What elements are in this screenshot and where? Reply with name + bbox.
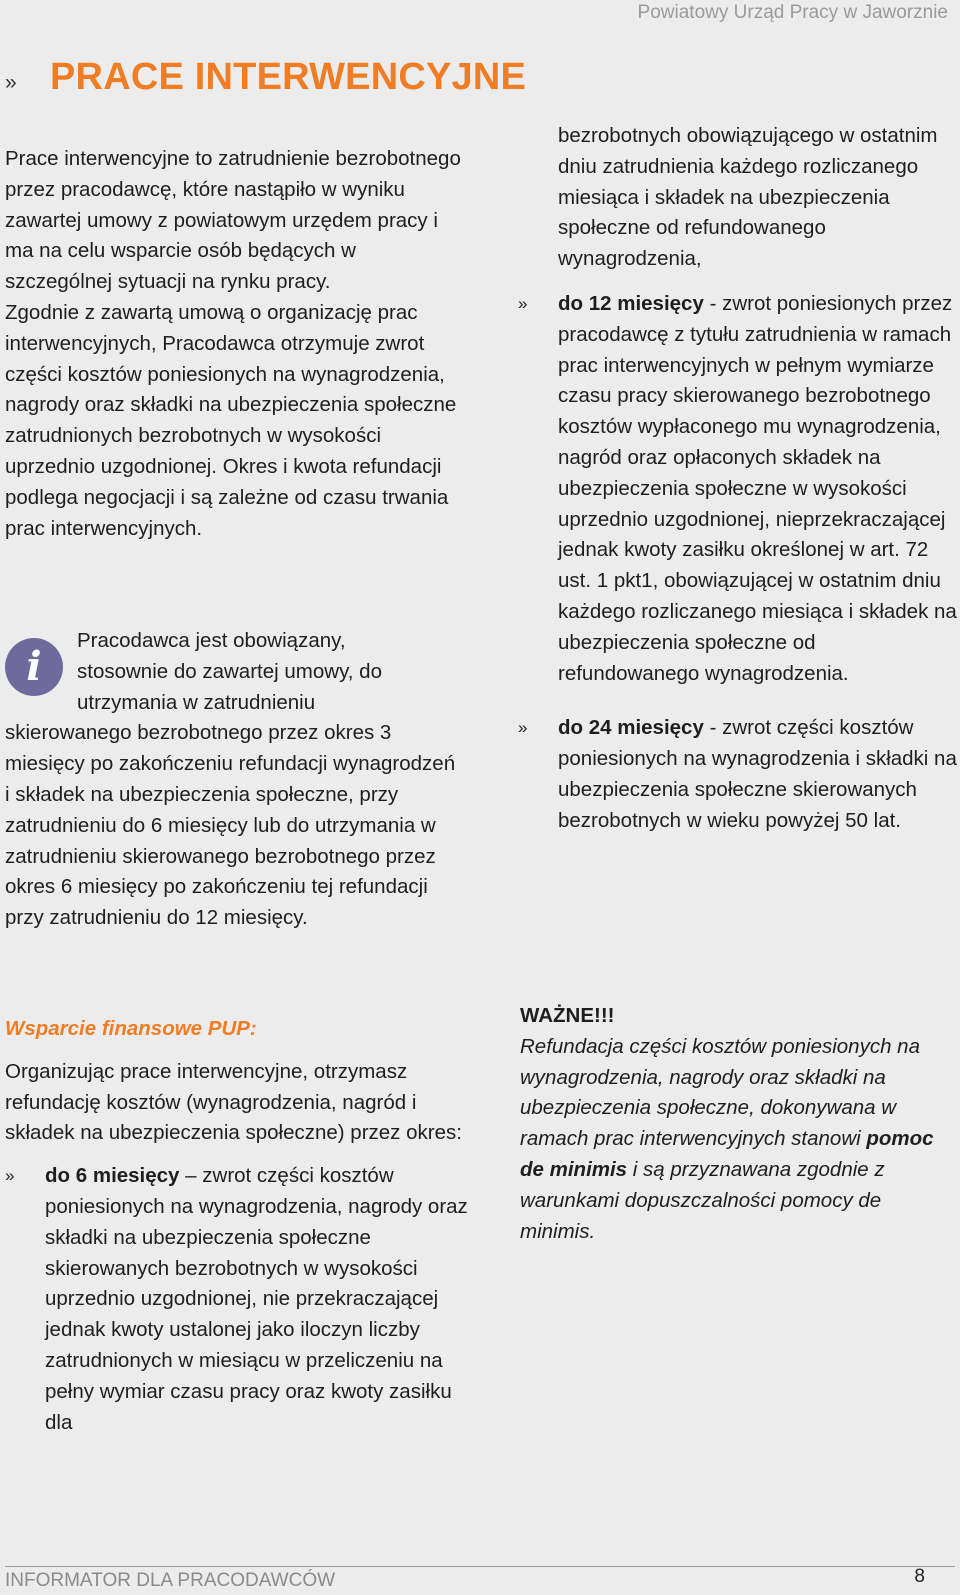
info-line-2: stosownie do zawartej umowy, do: [77, 659, 382, 683]
bullet-text: - zwrot części kosztów poniesionych na wynagrodzenia i składki na ubezpieczenia społeczne skierowanych bezrobotnych w wieku powyżej 50 lat.: [558, 716, 957, 832]
support-section: [5, 1014, 475, 1438]
bullet-body: [45, 1161, 475, 1438]
bullet-marker: »: [5, 1166, 15, 1186]
intro-section: [5, 144, 465, 544]
important-note: [520, 1001, 960, 1247]
bullet-text: – zwrot części kosztów poniesionych na wynagrodzenia, nagrody oraz składki na ubezpieczenia społeczne skierowanych bezrobotnych w wysokości uprzednio uzgodnionej, nie przekraczającej jednak kwoty ustalonej jako iloczyn liczby zatrudnionych w miesiącu w przeliczeniu na pełny wymiar czasu pracy oraz kwoty zasiłku dla: [45, 1164, 468, 1434]
bullet-6-months: [5, 1161, 475, 1438]
right-column-top: [518, 121, 958, 837]
bullet-body: [558, 289, 958, 689]
bullet-marker: »: [518, 293, 528, 313]
bullet-24-months: [518, 713, 958, 836]
header-org: Powiatowy Urząd Pracy w Jaworznie: [637, 2, 948, 23]
important-bold: pomoc de minimis: [520, 1127, 934, 1181]
support-heading: Wsparcie finansowe PUP:: [5, 1017, 257, 1040]
bullet-bold: do 12 miesięcy: [558, 291, 704, 315]
important-text-before: Refundacja części kosztów poniesionych na wynagrodzenia, nagrody oraz składki na ubezpieczenia społeczne, dokonywana w ramach prac interwencyjnych stanowi: [520, 1034, 920, 1151]
bullet-12-months: [518, 289, 958, 689]
page-number: 8: [914, 1566, 925, 1587]
info-line-3: utrzymania w zatrudnieniu: [77, 690, 316, 714]
page-title: [5, 56, 526, 99]
bullet-bold: do 6 miesięcy: [45, 1164, 180, 1188]
title-marker: »: [5, 71, 17, 94]
bullet-bold: do 24 miesięcy: [558, 716, 704, 740]
important-label: WAŻNE!!!: [520, 1004, 615, 1027]
continuation-text: bezrobotnych obowiązującego w ostatnim dniu zatrudnienia każdego rozliczanego miesiąca i składek na ubezpieczenia społeczne od refundowanego wynagrodzenia,: [558, 124, 938, 271]
bullet-marker: »: [518, 718, 528, 738]
info-icon: i: [5, 638, 63, 696]
important-text-after: i są przyznawana zgodnie z warunkami dopuszczalności pomocy de minimis.: [520, 1157, 885, 1243]
important-text: [520, 1032, 960, 1248]
footer-divider: [5, 1566, 955, 1567]
info-rest: skierowanego bezrobotnego przez okres 3 miesięcy po zakończeniu refundacji wynagrodzeń i składek na ubezpieczenia społeczne, przy zatrudnieniu do 6 miesięcy lub do utrzymania w zatrudnieniu skierowanego bezrobotnego przez okres 6 miesięcy po zakończeniu tej refundacji przy zatrudnieniu do 12 miesięcy.: [5, 721, 456, 930]
title-text: PRACE INTERWENCYJNE: [50, 56, 527, 98]
intro-paragraph-1: Prace interwencyjne to zatrudnienie bezrobotnego przez pracodawcę, które nastąpiło w wyniku zawartej umowy z powiatowym urzędem pracy i ma na celu wsparcie osób będących w szczególnej sytuacji na rynku pracy.: [5, 147, 461, 294]
info-line-1: Pracodawca jest obowiązany,: [77, 629, 346, 652]
footer-title: INFORMATOR DLA PRACODAWCÓW: [5, 1570, 336, 1591]
bullet-text: - zwrot poniesionych przez pracodawcę z tytułu zatrudnienia w ramach prac interwencyjnych w pełnym wymiarze czasu pracy skierowanego bezrobotnego kosztów wypłaconego mu wynagrodzenia, nagród oraz opłaconych składek na ubezpieczenia społeczne w wysokości uprzednio uzgodnionej, nieprzekraczającej jednak kwoty zasiłku określonej w art. 72 ust. 1 pkt1, obowiązującej w ostatnim dniu każdego rozliczanego miesiąca i składek na ubezpieczenia społeczne od refundowanego wynagrodzenia.: [558, 291, 957, 685]
bullet-body: [558, 713, 958, 836]
support-intro: Organizując prace interwencyjne, otrzymasz refundację kosztów (wynagrodzenia, nagród i składek na ubezpieczenia społeczne) przez okres:: [5, 1059, 462, 1145]
info-box: [5, 626, 465, 934]
intro-paragraph-2: Zgodnie z zawartą umową o organizację prac interwencyjnych, Pracodawca otrzymuje zwrot części kosztów poniesionych na wynagrodzenia, nagrody oraz składki na ubezpieczenia społeczne zatrudnionych bezrobotnych w wysokości uprzednio uzgodnionej. Okres i kwota refundacji podlega negocjacji i są zależne od czasu trwania prac interwencyjnych.: [5, 300, 457, 540]
